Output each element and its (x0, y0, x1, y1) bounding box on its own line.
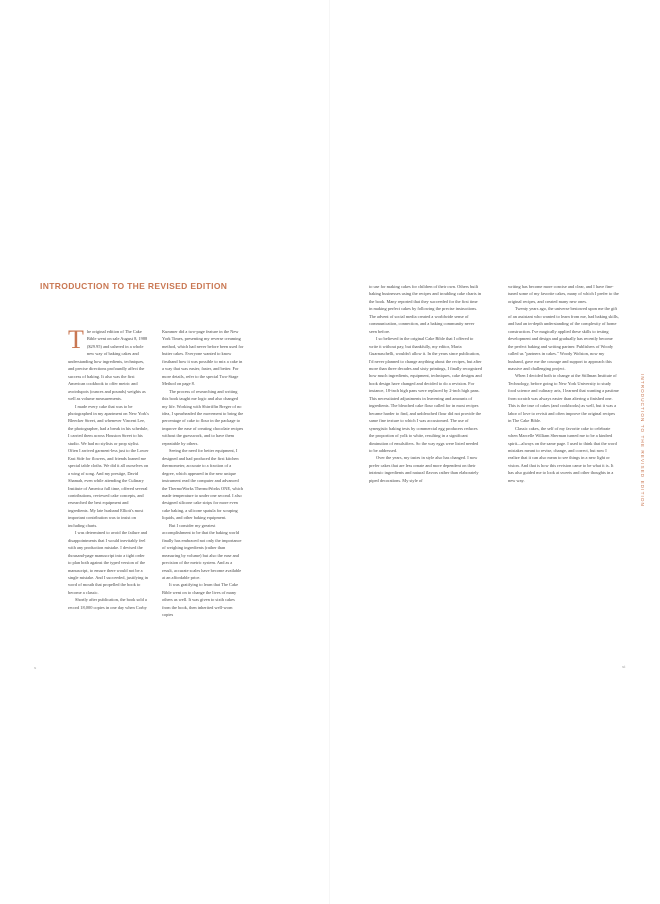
paragraph: I made every cake that was to be photographed in my apartment on New York's Bleecker Street, and whenever Vincent Lee, the photographer, had a break in his schedule, I carried them across Houston Street to his studio. We had no stylists or prop stylist. Often I arrived garment-less just to the Lower East Side for flowers, and friends loaned me special table cloths. We did it all ourselves on a wing of song. And my prestige, David Shamah, even while attending the Culinary Institute of America full time, offered several contributions, reviewed cake concepts, and researched the best equipment and ingredients. My late husband Elliott's most important contribution was to insist on including charts. (68, 403, 149, 528)
paragraph: Classic cakes, the self of my favorite cake to celebrate when Marcelle William Sherman turned me to be a kindred spirit—always on the same page. I used to think that the word mistakes meant to revise, change, and correct, but now I realize that it can also mean to see things in a new light or vision. And that is how this revision came to be what it is. It has also guided me to look at sweets and other thoughts in a new way. (508, 425, 617, 483)
page-gutter (329, 0, 330, 904)
text-column-4 (508, 283, 619, 555)
paragraph: The process of researching and writing this book taught me logic and also changed my life. Working with Shirriffin Breger of no idea, I spearheaded the movement to bring the percentage of cake to flour in the package to improve the ease of creating chocolate recipes without the guesswork, and to have them repeatable by others. (162, 388, 244, 446)
page-number-right: xi (622, 664, 626, 669)
paragraph: he original edition of The Cake Bible went on sale August 8, 1988 ($29.95) and ushered in a whole new way of baking cakes and understanding how ingredients, techniques, and precise directions profoundly affect the success of baking. It also was the first American cookbook to offer metric and avoirdupois (ounces and pounds) weights as well as volume measurements. (68, 329, 148, 402)
page-number-left: x (34, 665, 37, 670)
paragraph: Kummer did a two-page feature in the New York Times, presenting my reverse creaming method, which had never before been used for butter cakes. Everyone wanted to know firsthand how it was possible to mix a cake in a way that was easier, faster, and better. For more details, refer to the special Two-Stage Method on page 8. (162, 329, 244, 387)
paragraph: But I consider my greatest accomplishment to be that the baking world finally has embraced not only the importance of weighing ingredients (rather than measuring by volume) but also the ease and precision of the metric system. And as a result, accurate scales have become available at an affordable price. (162, 522, 242, 580)
drop-cap: T (68, 328, 84, 354)
paragraph: Shortly after publication, the book sold a record 18,000 copies in one day when Corby (68, 597, 147, 610)
chapter-title: INTRODUCTION TO THE REVISED EDITION (40, 281, 228, 291)
text-column-3 (369, 283, 482, 581)
running-head: INTRODUCTION TO THE REVISED EDITION (640, 374, 645, 507)
text-column-2 (162, 328, 244, 666)
paragraph: writing has become more concise and clear, and I have fine-tuned some of my favorite cakes, many of which I prefer to the original recipes, and created many new ones. (508, 284, 619, 304)
paragraph: I was determined to avoid the failure and disappointments that I would inevitably feel with any production mistake. I devised the thousand-page manuscript into a tight order to plan both against the typed version of the manuscript, to ensure there would not be a single mistake. And I succeeded, justifying in word of mouth that propelled the book to become a classic. (68, 530, 148, 595)
paragraph: Twenty years ago, the universe bestowed upon me the gift of an assistant who wanted to learn from me, had baking skills, and had an in-depth understanding of the complexity of home construction. I've magically applied these skills to testing development and design and gradually has recently become the perfect baking and writing partner. Publishers of Woody called us "partners in cakes." Woody Wolston, now my husband, gave me the courage and support to approach this massive and challenging project. (508, 306, 619, 371)
paragraph: Over the years, my tastes in style also has changed. I now prefer cakes that are less ornate and more dependent on their intrinsic ingredients and natural flavors rather than elaborately piped decorations. My style of (369, 455, 479, 483)
paragraph: I so believed in the original Cake Bible that I offered to write it without pay, but thankfully, my editor, Maria Guarnaschelli, wouldn't allow it. In the years since publication, I'd never planned to change anything about the recipes, but after more than three decades and sixty printings, I finally recognized how much ingredients, equipment, techniques, cake designs and book design have changed and decided to do a revision. For instance, 18-inch high pans were replaced by 2-inch high pans. This necessitated adjustments in leavening and amounts of ingredients. The bleached cake flour called for in most recipes became harder to find, and unbleached flour did not provide the same fine texture to which I was accustomed. The use of synergistic baking tests by commercial egg producers reduces the proportion of yolk to white, resulting in a significant diminution of emulsifiers. So the way eggs were listed needed to be addressed. (369, 336, 482, 453)
paragraph: When I decided both to change at the Stillman Institute of Technology, before going to New York University to study food science and culinary arts, I learned that wanting a pastime from scratch was always easier than altering a finished one. This is the true of cakes (and cookbooks) as well, but it was a labor of love to revisit and often improve the original recipes in The Cake Bible. (508, 373, 619, 424)
text-column-1 (68, 328, 149, 658)
paragraph: Seeing the need for better equipment, I designed and had produced the first kitchen thermometer, accurate to a fraction of a degree, which appeared in the new unique instrument read the computer and advanced the ThermoWorks ThermoWorks ONE, which made temperature to under one second. I also designed silicone cake strips for more even cake baking, a silicone spatula for scraping liquids, and other baking equipment. (162, 448, 243, 521)
paragraph: to use for making cakes for children of their own. Others built baking businesses using the recipes and troubling cake charts in the book. Many reported that they succeeded for the first time in making perfect cakes by following the precise instructions. The advent of social media created a worldwide sense of communication, connection, and a baking community never seen before. (369, 284, 482, 334)
paragraph: It was gratifying to learn that The Cake Bible went on to change the lives of many others as well. It was given to sixth cakes from the book, then inherited well-worn copies (162, 582, 239, 618)
